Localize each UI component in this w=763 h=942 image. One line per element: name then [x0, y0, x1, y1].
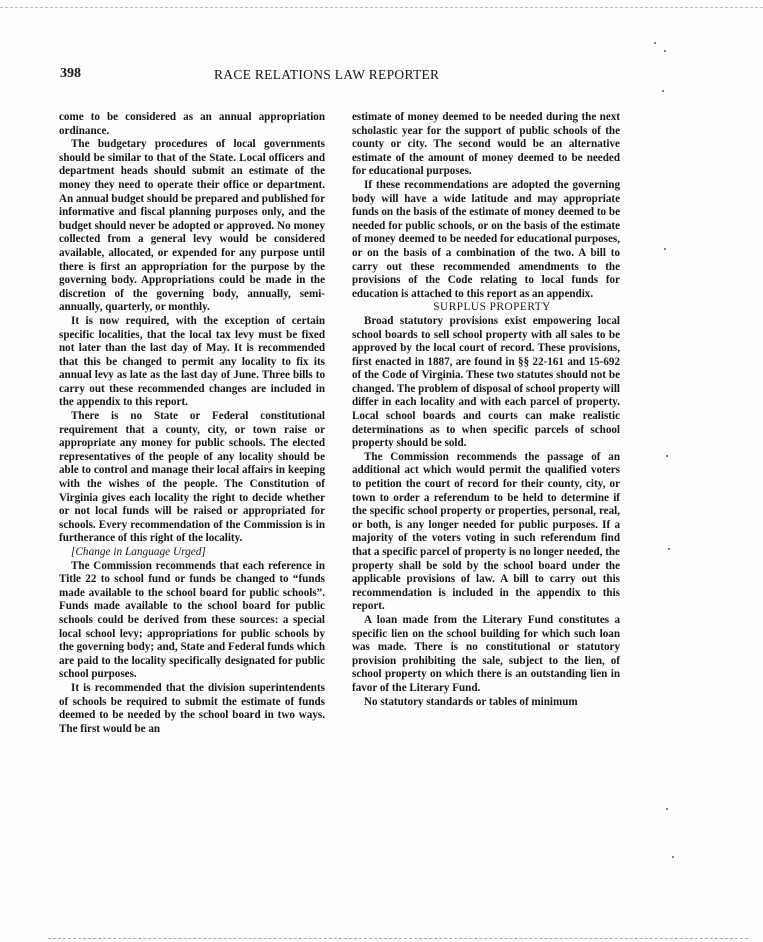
- top-border-rule: [0, 7, 763, 8]
- paragraph: estimate of money deemed to be needed during the next scholastic year for the support of public schools of the county or city. The second would be an alternative estimate of the amount of money deemed to be needed for educational purposes.: [352, 111, 620, 178]
- paragraph: It is now required, with the exception of certain specific localities, that the local tax levy must be fixed not later than the last day of May. It is recommended that this be changed to permit any locality to fix its annual levy as late as the last day of June. Three bills to carry out these recommended changes are included in the appendix to this report.: [59, 314, 325, 409]
- paragraph: No statutory standards or tables of minimum: [364, 695, 578, 708]
- right-column: [352, 111, 620, 709]
- scan-speck: [666, 455, 668, 457]
- bottom-border-rule: [48, 938, 748, 939]
- left-column: [59, 111, 325, 736]
- scan-speck: [654, 42, 656, 44]
- paragraph: The Commission recommends that each reference in Title 22 to school fund or funds be changed to “funds made available to the school board for public schools”. Funds made available to the school board for public schools could be derived from these sources: a special local school levy; appropriations for public schools by the governing body; and, State and Federal funds which are paid to the locality specifically designated for public school purposes.: [59, 559, 325, 681]
- paragraph: A loan made from the Literary Fund constitutes a specific lien on the school building for which such loan was made. There is no constitutional or statutory provision prohibiting the sale, subject to the lien, of school property on which there is an outstanding lien in favor of the Literary Fund.: [352, 613, 620, 694]
- scan-speck: [664, 248, 666, 250]
- running-head: RACE RELATIONS LAW REPORTER: [214, 67, 440, 82]
- scan-speck: [664, 50, 666, 52]
- paragraph: If these recommendations are adopted the governing body will have a wide latitude and may appropriate funds on the basis of the estimate of money deemed to be needed for public schools, or on the basis of the estimate of money deemed to be needed for educational purposes, or on the basis of a combination of the two. A bill to carry out these recommended amendments to the provisions of the Code relating to local funds for education is attached to this report as an appendix.: [352, 178, 620, 300]
- paragraph: come to be considered as an annual appropriation ordinance.: [59, 111, 325, 137]
- scan-speck: [662, 90, 664, 92]
- paragraph: The Commission recommends the passage of an additional act which would permit the qualified voters to petition the court of record for their county, city, or town to order a referendum to be held to determine if the specific school property or properties, personal, real, or both, is any longer needed for public purposes. If a majority of the voters voting in such referendum find that a specific parcel of property is no longer needed, the property shall be sold by the school board under the applicable provisions of law. A bill to carry out this recommendation is included in the appendix to this report.: [352, 450, 620, 613]
- paragraph: It is recommended that the division superintendents of schools be required to submit the estimate of funds deemed to be needed by the school board in two ways. The first would be an: [59, 681, 325, 735]
- page-number: 398: [60, 66, 81, 81]
- section-heading: [Change in Language Urged]: [71, 546, 206, 558]
- scan-speck: [666, 808, 668, 810]
- paragraph: The budgetary procedures of local governments should be similar to that of the State. Local officers and department heads should submit an estimate of the money they need to operate their office or department. An annual budget should be prepared and published for informative and fiscal planning purposes only, and the budget should never be adopted or approved. No money collected from a general levy would be considered available, allocated, or expended for any purpose until there is first an appropriation for the purpose by the governing body. Appropriations could be made in the discretion of the governing body, annually, semi-annually, quarterly, or monthly.: [59, 138, 325, 314]
- scan-speck: [672, 856, 674, 858]
- paragraph: Broad statutory provisions exist empowering local school boards to sell school property with all sales to be approved by the local court of record. These provisions, first enacted in 1887, are found in §§ 22-161 and 15-692 of the Code of Virginia. These two statutes should not be changed. The problem of disposal of school property will differ in each locality and with each parcel of property. Local school boards and courts can make realistic determinations as to when specific parcels of school property should be sold.: [352, 314, 620, 450]
- paragraph: There is no State or Federal constitutional requirement that a county, city, or town raise or appropriate any money for public schools. The elected representatives of the people of any locality should be able to control and manage their local affairs in keeping with the wishes of the people. The Constitution of Virginia gives each locality the right to decide whether or not local funds will be raised or appropriated for schools. Every recommendation of the Commission is in furtherance of this right of the locality.: [59, 410, 325, 545]
- scan-speck: [668, 548, 670, 550]
- section-heading: SURPLUS PROPERTY: [433, 301, 551, 314]
